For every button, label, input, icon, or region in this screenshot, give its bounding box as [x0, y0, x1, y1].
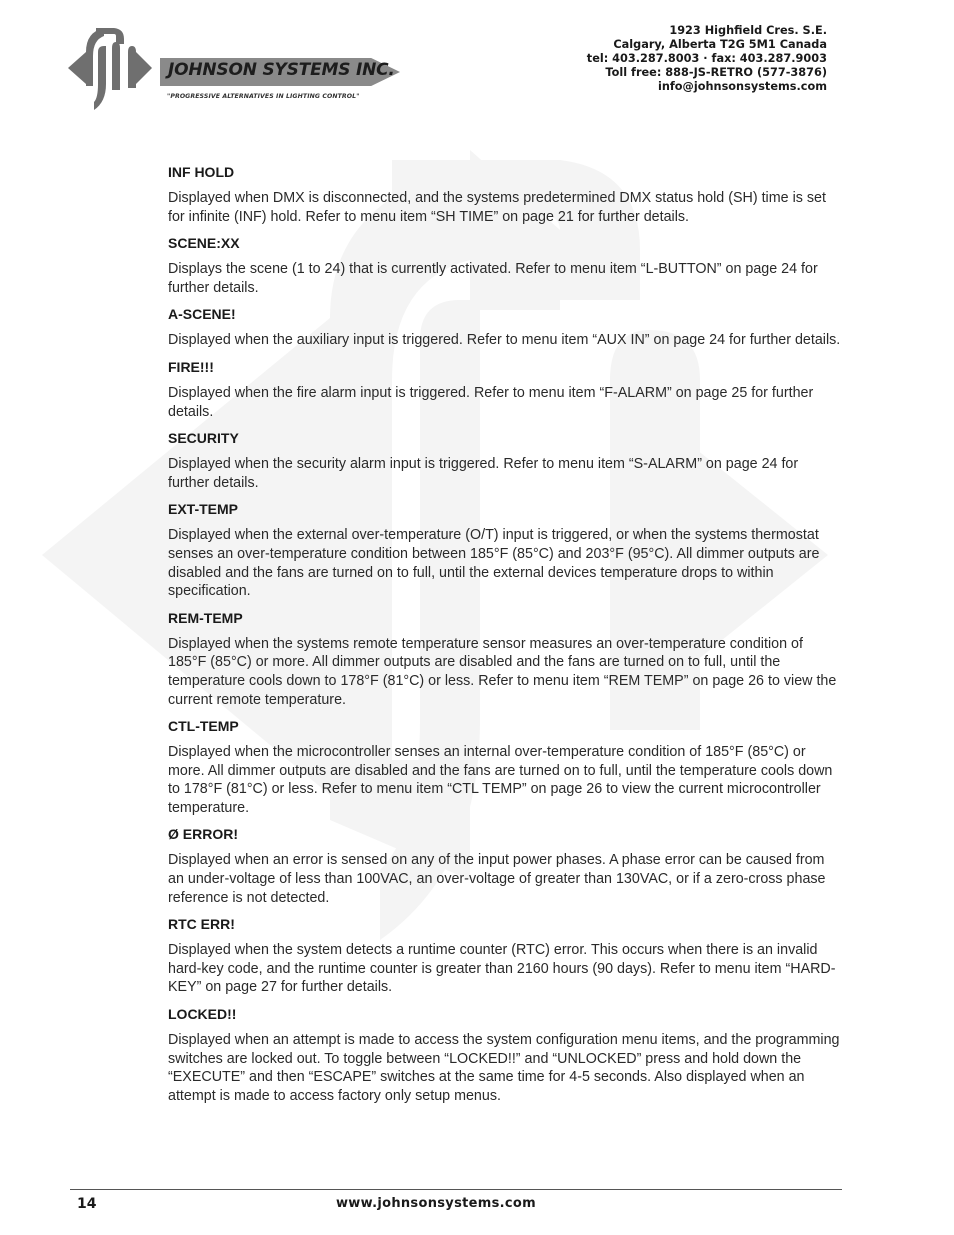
- status-message-list: [168, 163, 843, 1113]
- entry-term: SECURITY: [168, 430, 239, 447]
- entry-description: Displayed when an attempt is made to access the system configuration menu items, and the programming switches are locked out. To toggle between “LOCKED!!” and “UNLOCKED” press and hold down the “EXECUTE” and then “ESCAPE” switches at the same time for 4-5 seconds. Also displayed when an attempt is made to access factory only setup menus.: [168, 1032, 840, 1104]
- company-name: JOHNSON SYSTEMS INC.: [168, 60, 395, 80]
- company-tagline: "PROGRESSIVE ALTERNATIVES IN LIGHTING CONTROL": [167, 93, 360, 100]
- phone-fax-line: tel: 403.287.8003 · fax: 403.287.9003: [586, 52, 827, 65]
- entry-description: Displayed when the microcontroller senses an internal over-temperature condition of 185°F (85°C) or more. All dimmer outputs are disabled and the fans are turned on to full, until the temperature cools down to 178°F (81°C) or less. Refer to menu item “CTL TEMP” on page 26 to view the current microcontroller temperature.: [168, 744, 833, 816]
- entry-description: Displays the scene (1 to 24) that is currently activated. Refer to menu item “L-BUTTON” on page 24 for further details.: [168, 261, 818, 296]
- entry-inf-hold: [168, 163, 843, 226]
- entry-a-scene: [168, 305, 843, 350]
- entry-description: Displayed when the external over-temperature (O/T) input is triggered, or when the systems thermostat senses an over-temperature condition between 185°F (85°C) and 203°F (95°C). All dimmer outputs are disabled and the fans are turned on to full, until the external devices temperature drops to within specification.: [168, 527, 820, 600]
- entry-description: Displayed when the fire alarm input is triggered. Refer to menu item “F-ALARM” on page 25 for further details.: [168, 384, 814, 420]
- entry-description: Displayed when the auxiliary input is triggered. Refer to menu item “AUX IN” on page 24 for further details.: [168, 332, 841, 349]
- footer-divider: [70, 1189, 842, 1190]
- entry-description: Displayed when DMX is disconnected, and the systems predetermined DMX status hold (SH) time is set for infinite (INF) hold. Refer to menu item “SH TIME” on page 21 for further details.: [168, 190, 826, 225]
- entry-term: REM-TEMP: [168, 609, 243, 626]
- entry-term: LOCKED!!: [168, 1006, 237, 1023]
- entry-description: Displayed when the systems remote temperature sensor measures an over-temperature condition of 185°F (85°C) or more. All dimmer outputs are disabled and the fans are turned on to full, until the temperature cools down to 178°F (81°C) or less. Refer to menu item “REM TEMP” on page 26 to view the current remote temperature.: [168, 635, 837, 708]
- entry-term: A-SCENE!: [168, 306, 236, 323]
- entry-term: EXT-TEMP: [168, 501, 239, 518]
- entry-security: [168, 429, 843, 492]
- entry-ctl-temp: [168, 717, 843, 817]
- contact-address-block: [587, 24, 827, 94]
- toll-free-line: Toll free: 888-JS-RETRO (577-3876): [605, 66, 827, 79]
- company-logo: [68, 26, 403, 118]
- entry-locked: [168, 1005, 843, 1105]
- address-line: 1923 Highfield Cres. S.E.: [669, 24, 827, 37]
- entry-fire: [168, 358, 843, 421]
- entry-ext-temp: [168, 500, 843, 600]
- entry-rtc-err: [168, 915, 843, 997]
- entry-description: Displayed when an error is sensed on any of the input power phases. A phase error can be caused from an under-voltage of less than 100VAC, an over-voltage of greater than 130VAC, or if a zero-cross phase reference is not detected.: [168, 852, 826, 906]
- entry-description: Displayed when the security alarm input is triggered. Refer to menu item “S-ALARM” on page 24 for further details.: [168, 456, 799, 491]
- address-line: Calgary, Alberta T2G 5M1 Canada: [613, 38, 827, 51]
- entry-description: Displayed when the system detects a runtime counter (RTC) error. This occurs when there is an invalid hard-key code, and the runtime counter is greater than 2160 hours (90 days). Refer to menu item “HARD-KEY” on page 27 for further details.: [168, 942, 836, 996]
- entry-phase-error: [168, 825, 843, 907]
- entry-term: FIRE!!!: [168, 358, 214, 375]
- entry-term: RTC ERR!: [168, 916, 235, 933]
- entry-rem-temp: [168, 609, 843, 709]
- entry-term: CTL-TEMP: [168, 718, 239, 735]
- entry-term: Ø ERROR!: [168, 826, 238, 843]
- email-link[interactable]: info@johnsonsystems.com: [657, 80, 827, 93]
- entry-term: SCENE:XX: [168, 235, 240, 252]
- website-link[interactable]: www.johnsonsystems.com: [336, 1196, 536, 1211]
- entry-term: INF HOLD: [168, 164, 235, 180]
- entry-scene-xx: [168, 234, 843, 297]
- js-logo-mark-icon: [68, 26, 168, 118]
- page-number: 14: [77, 1196, 97, 1212]
